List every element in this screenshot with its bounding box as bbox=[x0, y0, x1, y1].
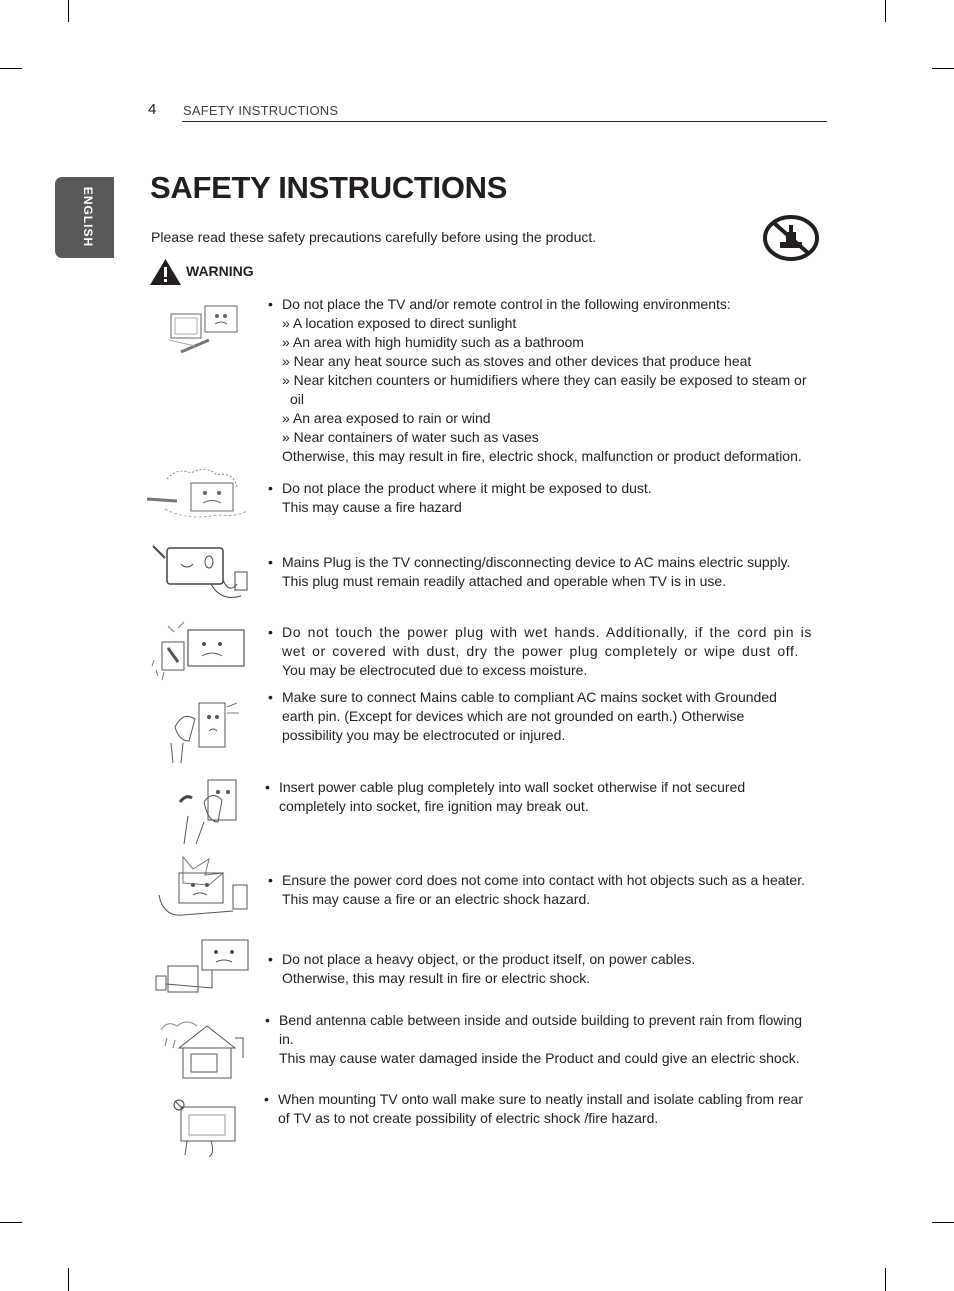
crop-mark bbox=[0, 68, 22, 69]
hot-object-illustration bbox=[153, 855, 251, 923]
page-number: 4 bbox=[148, 101, 157, 118]
safety-item-antenna bbox=[265, 1011, 817, 1068]
dust-illustration bbox=[147, 465, 249, 525]
crop-mark bbox=[932, 68, 954, 69]
crop-mark bbox=[885, 0, 886, 22]
mains-plug-illustration bbox=[151, 544, 251, 602]
crop-mark bbox=[0, 1222, 22, 1223]
crop-mark bbox=[68, 1268, 69, 1291]
item-consequence: Otherwise, this may result in fire or electric shock. bbox=[282, 970, 591, 986]
item-consequence: This may cause a fire or an electric shock hazard. bbox=[282, 891, 591, 907]
safety-item-heavy-object bbox=[268, 950, 820, 988]
item-subpoint: » An area with high humidity such as a bathroom bbox=[282, 334, 584, 350]
safety-item-insert-plug bbox=[265, 778, 817, 816]
item-subpoint: » An area exposed to rain or wind bbox=[282, 410, 491, 426]
item-text: • Do not touch the power plug with wet hands. Additionally, if the cord pin is wet or covered with dust, dry the power plug completely or wipe dust off. bbox=[268, 623, 812, 661]
item-text: • When mounting TV onto wall make sure to neatly install and isolate cabling from rear bbox=[264, 1090, 816, 1109]
safety-item-dust bbox=[268, 479, 820, 517]
item-text: • Bend antenna cable between inside and outside building to prevent rain from flowing bbox=[265, 1011, 817, 1030]
safety-item-grounding bbox=[268, 688, 820, 745]
item-text: • Ensure the power cord does not come into contact with hot objects such as a heater. bbox=[268, 871, 820, 890]
do-not-disassemble-icon bbox=[762, 213, 820, 263]
item-consequence: Otherwise, this may result in fire, electric shock, malfunction or product deformation. bbox=[282, 448, 802, 464]
item-text-line: earth pin. (Except for devices which are not grounded on earth.) Otherwise bbox=[282, 708, 745, 724]
language-tab-label: ENGLISH bbox=[81, 186, 95, 248]
antenna-cable-illustration bbox=[157, 1018, 247, 1080]
item-subpoint: » Near any heat source such as stoves and other devices that produce heat bbox=[282, 353, 752, 369]
safety-item-wall-mount bbox=[264, 1090, 816, 1128]
warning-icon bbox=[149, 258, 182, 286]
wet-hands-plug-illustration bbox=[148, 620, 250, 682]
item-consequence: This may cause a fire hazard bbox=[282, 499, 462, 515]
item-text: • Mains Plug is the TV connecting/disconnecting device to AC mains electric supply. bbox=[268, 553, 820, 572]
safety-item-mains-plug bbox=[268, 553, 820, 591]
item-subpoint: » A location exposed to direct sunlight bbox=[282, 315, 517, 331]
item-consequence: completely into socket, fire ignition may break out. bbox=[279, 798, 589, 814]
warning-label: WARNING bbox=[186, 263, 254, 279]
item-text: • Do not place the product where it might be exposed to dust. bbox=[268, 479, 820, 498]
running-header: SAFETY INSTRUCTIONS bbox=[183, 103, 339, 118]
crop-mark bbox=[885, 1268, 886, 1291]
item-text: • Insert power cable plug completely into wall socket otherwise if not secured bbox=[265, 778, 817, 797]
heavy-object-illustration bbox=[152, 936, 252, 1002]
item-consequence: You may be electrocuted due to excess moisture. bbox=[282, 662, 588, 678]
header-rule bbox=[182, 121, 827, 122]
item-text: • Make sure to connect Mains cable to compliant AC mains socket with Grounded bbox=[268, 688, 820, 707]
item-consequence: This plug must remain readily attached and operable when TV is in use. bbox=[282, 573, 727, 589]
item-text: • Do not place a heavy object, or the product itself, on power cables. bbox=[268, 950, 820, 969]
intro-text: Please read these safety precautions carefully before using the product. bbox=[151, 229, 597, 245]
item-text: • Do not place the TV and/or remote control in the following environments: bbox=[268, 295, 820, 314]
crop-mark bbox=[932, 1222, 954, 1223]
grounded-socket-illustration bbox=[165, 697, 240, 765]
insert-plug-illustration bbox=[178, 776, 240, 846]
item-subpoint: » Near containers of water such as vases bbox=[282, 429, 539, 445]
page-title: SAFETY INSTRUCTIONS bbox=[150, 170, 508, 205]
item-subpoint: oil bbox=[290, 391, 305, 407]
item-text-line: possibility you may be electrocuted or injured. bbox=[282, 727, 566, 743]
safety-item-wet-hands bbox=[268, 623, 812, 680]
item-text-line: in. bbox=[279, 1031, 294, 1047]
item-consequence: of TV as to not create possibility of electric shock /fire hazard. bbox=[278, 1110, 659, 1126]
safety-item-environment bbox=[268, 295, 820, 466]
crop-mark bbox=[68, 0, 69, 22]
item-subpoint: » Near kitchen counters or humidifiers where they can easily be exposed to steam or bbox=[282, 372, 807, 388]
safety-item-hot-objects bbox=[268, 871, 820, 909]
wall-mount-illustration bbox=[171, 1097, 241, 1157]
tv-environment-illustration bbox=[165, 300, 243, 360]
item-consequence: This may cause water damaged inside the Product and could give an electric shock. bbox=[279, 1050, 800, 1066]
